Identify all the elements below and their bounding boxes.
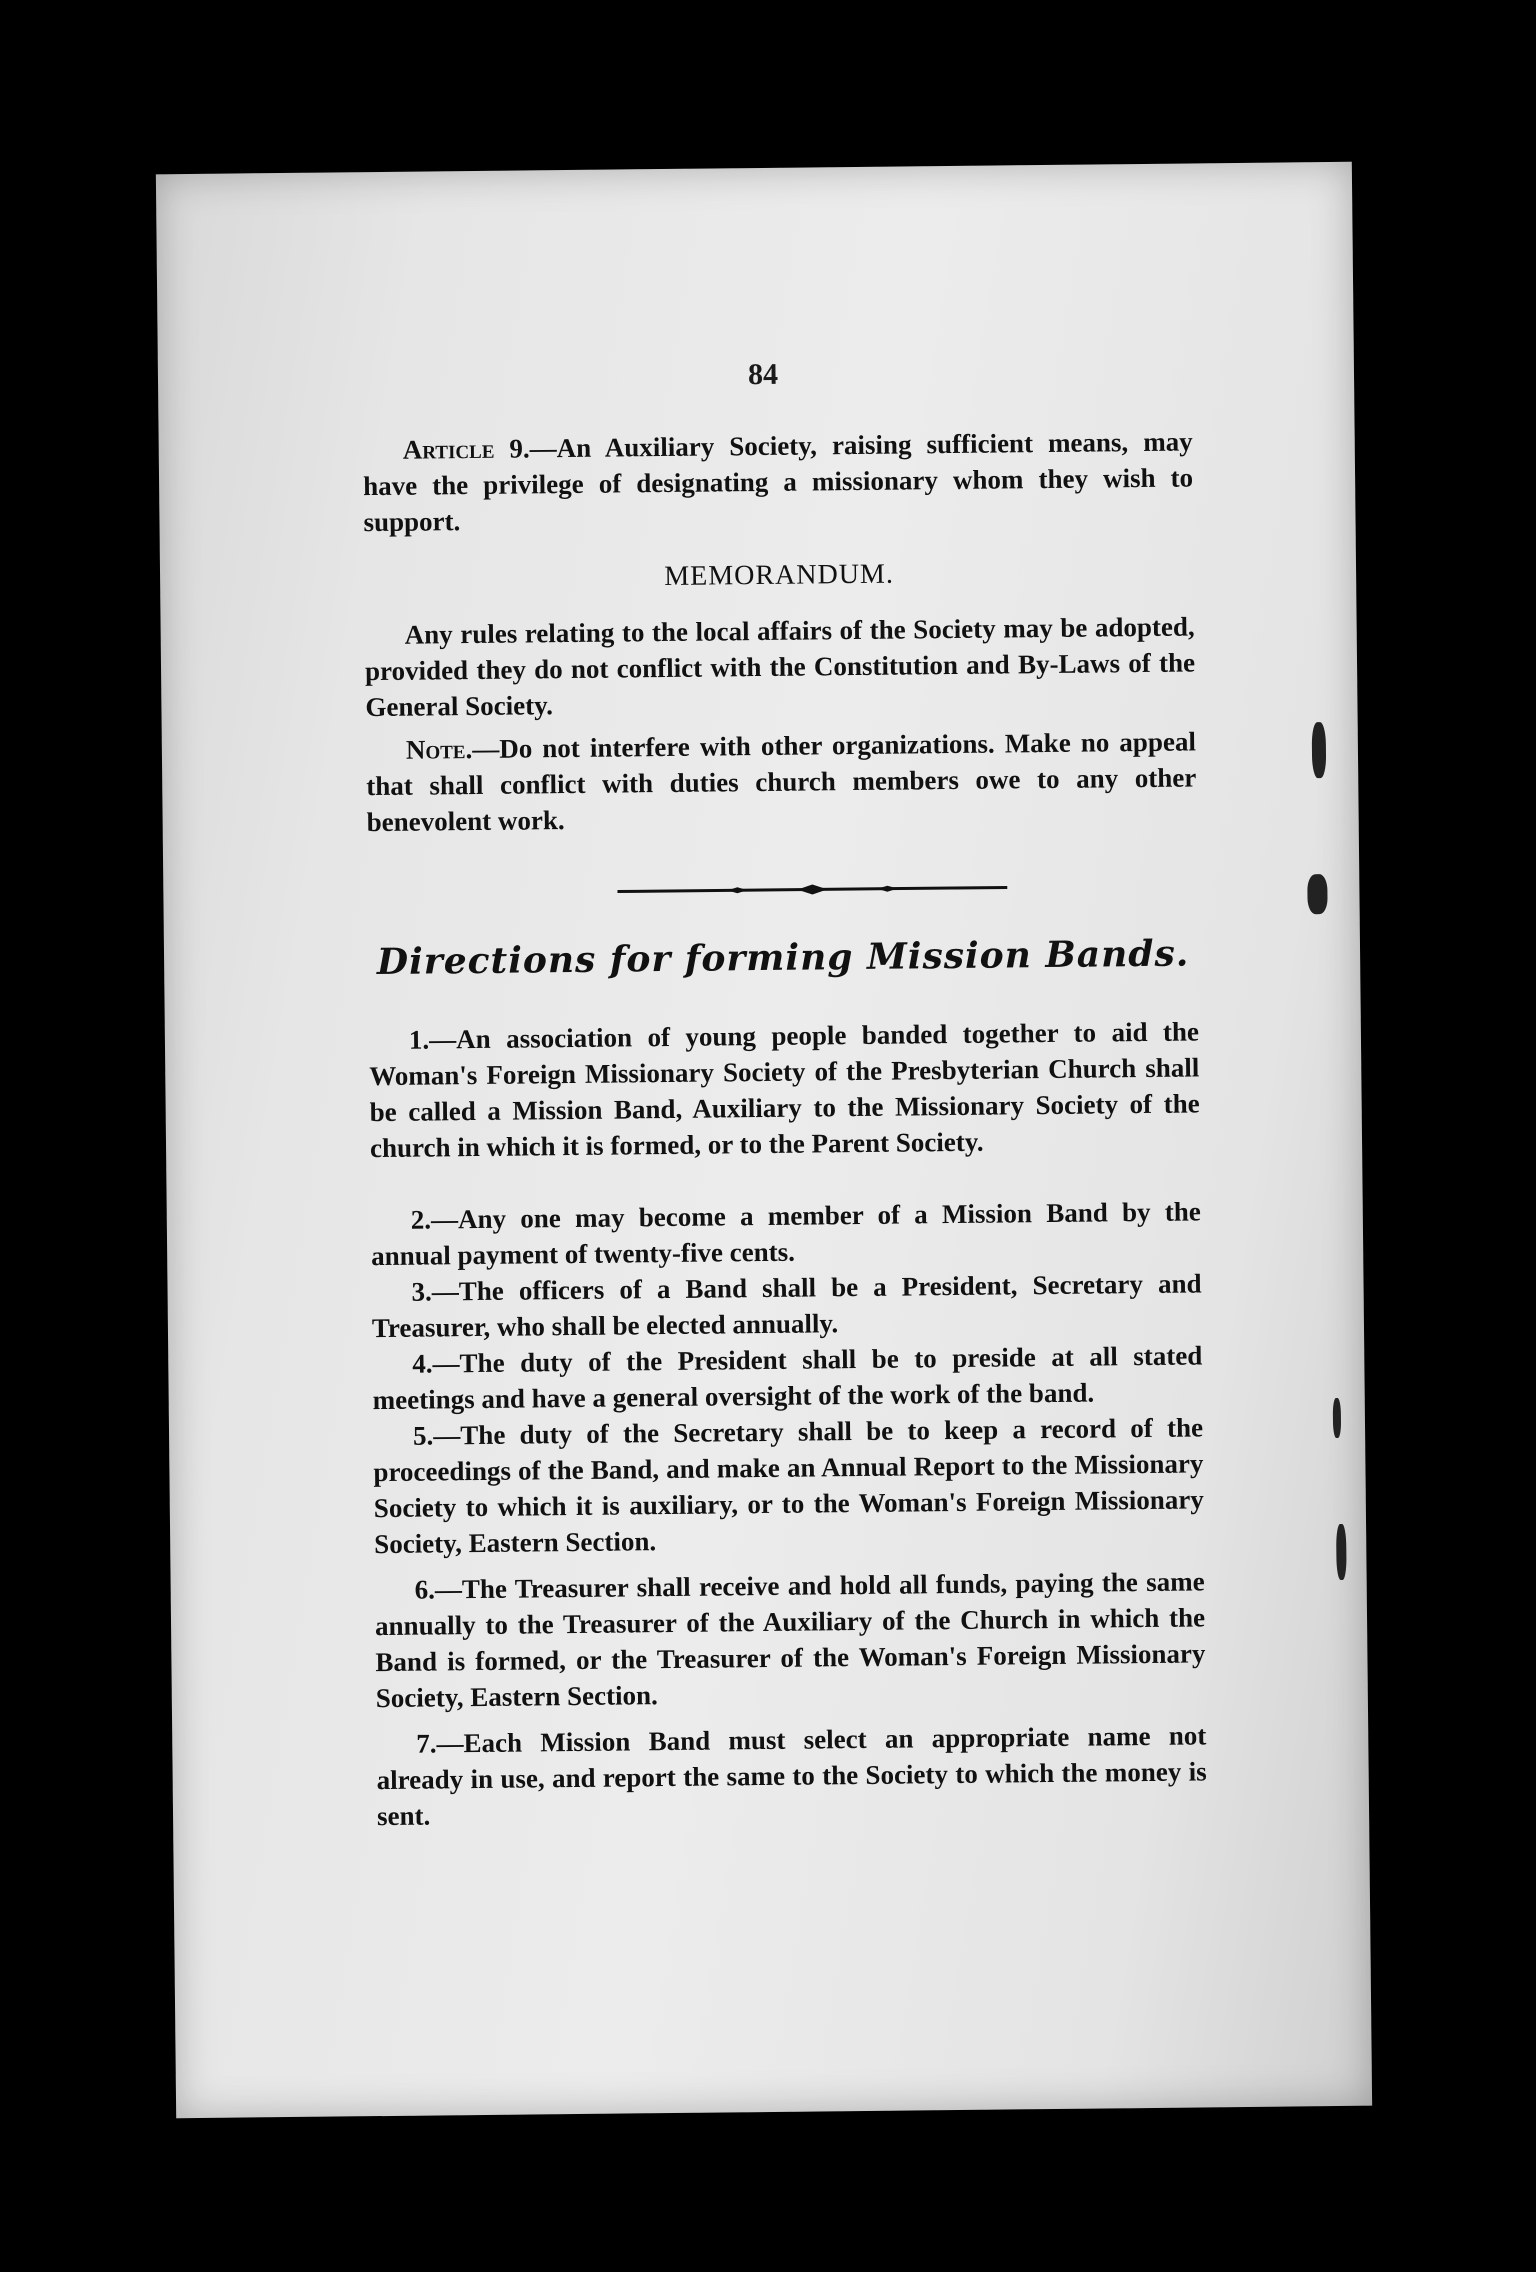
article-9-paragraph <box>363 423 1194 540</box>
directions-heading: Directions for forming Mission Bands. <box>376 932 1190 984</box>
direction-item-3: 3.—The officers of a Band shall be a President, Secretary and Treasurer, who shall be elected annually. <box>371 1268 1202 1344</box>
direction-item-4: 4.—The duty of the President shall be to preside at all stated meetings and have a general oversight of the work of the band. <box>372 1340 1203 1416</box>
direction-item-7: 7.—Each Mission Band must select an appropriate name not already in use, and report the same to the Society to which the money is sent. <box>376 1720 1207 1832</box>
note-label: Note. <box>405 734 473 765</box>
direction-item-6: 6.—The Treasurer shall receive and hold all funds, paying the same annually to the Treasurer of the Auxiliary of the Church in which the Band is formed, or the Treasurer of the Woman's Foreign Missionary Society, Eastern Section. <box>374 1566 1206 1714</box>
document-page <box>156 162 1372 2118</box>
ink-blot <box>1336 1524 1347 1580</box>
ink-blot <box>1312 722 1327 778</box>
memorandum-paragraph: Any rules relating to the local affairs of the Society may be adopted, provided they do not conflict with the Constitution and By-Laws of the General Society. <box>364 611 1196 723</box>
ink-blot <box>1333 1398 1341 1438</box>
direction-item-2: 2.—Any one may become a member of a Mission Band by the annual payment of twenty-five cents. <box>371 1196 1201 1272</box>
article-9-label: Article 9. <box>402 433 530 465</box>
ornamental-divider <box>617 879 1007 899</box>
article-9-text: —An Auxiliary Society, raising sufficient means, may have the privilege of designating a missionary whom they wish to support. <box>362 426 1194 538</box>
direction-item-1: 1.—An association of young people banded together to aid the Woman's Foreign Missionary Society of the Presbyterian Church shall be called a Mission Band, Auxiliary to the Missionary Society of the church in which it is formed, or to the Parent Society. <box>369 1016 1200 1164</box>
direction-item-5: 5.—The duty of the Secretary shall be to keep a record of the proceedings of the Band, and make an Annual Report to the Missionary Society to which it is auxiliary, or to the Woman's Foreign Missionary Society, Eastern Section. <box>373 1412 1204 1560</box>
note-text: —Do not interfere with other organizations. Make no appeal that shall conflict with duties church members owe to any other benevolent work. <box>366 726 1197 838</box>
note-paragraph <box>366 723 1197 840</box>
page-number: 84 <box>747 357 779 392</box>
ink-blot <box>1307 874 1327 914</box>
memorandum-heading: MEMORANDUM. <box>664 558 895 593</box>
